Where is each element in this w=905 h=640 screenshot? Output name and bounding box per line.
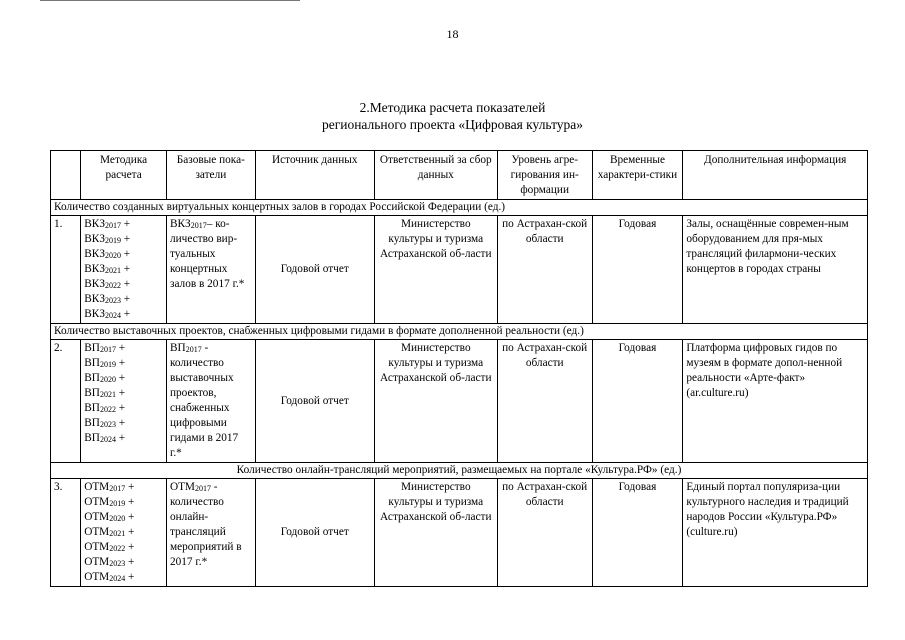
extra-cell: Платформа цифровых гидов по музеям в формате допол-ненной реальности «Арте-факт» (ar.culture.ru) xyxy=(683,340,868,463)
formula-term: $ОТМ_{2017}$ + xyxy=(84,481,135,493)
time-cell: Годовая xyxy=(592,216,683,324)
formula-term: $ОТМ_{2022}$ + xyxy=(84,541,135,553)
header-source: Источник данных xyxy=(255,151,374,200)
time-cell: Годовая xyxy=(592,340,683,463)
methodology-table xyxy=(50,150,868,587)
section-heading: Количество созданных виртуальных концертных залов в городах Российской Федерации (ед.) xyxy=(51,200,868,216)
formula-term: $ОТМ_{2021}$ + xyxy=(84,526,135,538)
formula-cell xyxy=(81,216,167,324)
formula-cell xyxy=(81,340,167,463)
header-row xyxy=(51,151,868,200)
formula-term: $ВП_{2017}$ + xyxy=(84,342,126,354)
header-responsible: Ответственный за сбор данных xyxy=(374,151,497,200)
extra-cell: Залы, оснащённые современ-ным оборудованием для пря-мых трансляций филармони-ческих концертов в городах страны xyxy=(683,216,868,324)
base-cell: $ВП_{2017}$ - количество выставочных проектов, снабженных цифровыми гидами в 2017 г.* xyxy=(166,340,255,463)
base-description: – ко-личество вир-туальных концертных залов в 2017 г.* xyxy=(169,218,245,290)
source-cell: Годовой отчет xyxy=(255,340,374,463)
extra-cell: Единый портал популяриза-ции культурного наследия и традиций народов России «Культура.РФ» (culture.ru) xyxy=(683,479,868,587)
title-line-1: 2.Методика расчета показателей xyxy=(359,100,546,115)
section-heading: Количество выставочных проектов, снабженных цифровыми гидами в формате дополненной реальности (ед.) xyxy=(51,324,868,340)
formula-term: $ВП_{2020}$ + xyxy=(84,372,126,384)
section-heading-row xyxy=(51,463,868,479)
base-description: - количество выставочных проектов, снабженных цифровыми гидами в 2017 г.* xyxy=(169,342,239,459)
section-heading-row xyxy=(51,200,868,216)
responsible-cell: Министерство культуры и туризма Астраханской об-ласти xyxy=(374,340,497,463)
formula-term: $ВП_{2024}$ + xyxy=(84,432,126,444)
row-number: 2. xyxy=(51,340,81,463)
formula-term: $ВКЗ_{2022}$ + xyxy=(84,278,131,290)
table-row xyxy=(51,479,868,587)
formula-cell xyxy=(81,479,167,587)
table-row xyxy=(51,216,868,324)
header-num xyxy=(51,151,81,200)
level-cell: по Астрахан-ской области xyxy=(497,479,592,587)
top-rule xyxy=(40,0,300,1)
formula-term: $ВП_{2022}$ + xyxy=(84,402,126,414)
base-cell: $ОТМ_{2017}$ - количество онлайн-трансляций мероприятий в 2017 г.* xyxy=(166,479,255,587)
formula-term: $ОТМ_{2020}$ + xyxy=(84,511,135,523)
table-row xyxy=(51,340,868,463)
source-cell: Годовой отчет xyxy=(255,216,374,324)
base-cell: $ВКЗ_{2017}-$ ко-личество вир-туальных концертных залов в 2017 г.* xyxy=(166,216,255,324)
page-number: 18 xyxy=(446,27,459,41)
header-extra: Дополнительная информация xyxy=(683,151,868,200)
formula-term: $ВКЗ_{2023}$ + xyxy=(84,293,131,305)
header-level: Уровень агре-гирования ин-формации xyxy=(497,151,592,200)
level-cell: по Астрахан-ской области xyxy=(497,340,592,463)
formula-term: $ВКЗ_{2021}$ + xyxy=(84,263,131,275)
responsible-cell: Министерство культуры и туризма Астраханской об-ласти xyxy=(374,479,497,587)
formula-term: $ВКЗ_{2019}$ + xyxy=(84,233,131,245)
row-number: 3. xyxy=(51,479,81,587)
formula-term: $ОТМ_{2019}$ + xyxy=(84,496,135,508)
header-base: Базовые пока-затели xyxy=(166,151,255,200)
base-description: - количество онлайн-трансляций мероприятий в 2017 г.* xyxy=(169,481,242,568)
formula-term: $ВП_{2021}$ + xyxy=(84,387,126,399)
header-time: Временные характери-стики xyxy=(592,151,683,200)
section-heading-row xyxy=(51,324,868,340)
source-cell: Годовой отчет xyxy=(255,479,374,587)
formula-term: $ВП_{2019}$ + xyxy=(84,357,126,369)
level-cell: по Астрахан-ской области xyxy=(497,216,592,324)
formula-term: $ВКЗ_{2017}$ + xyxy=(84,218,131,230)
document-title xyxy=(0,99,905,133)
section-heading: Количество онлайн-трансляций мероприятий, размещаемых на портале «Культура.РФ» (ед.) xyxy=(51,463,868,479)
responsible-cell: Министерство культуры и туризма Астраханской об-ласти xyxy=(374,216,497,324)
row-number: 1. xyxy=(51,216,81,324)
formula-term: $ОТМ_{2024}$ + xyxy=(84,571,135,583)
formula-term: $ВКЗ_{2020}$ + xyxy=(84,248,131,260)
time-cell: Годовая xyxy=(592,479,683,587)
header-method: Методика расчета xyxy=(81,151,167,200)
formula-term: $ОТМ_{2023}$ + xyxy=(84,556,135,568)
formula-term: $ВКЗ_{2024}$ + xyxy=(84,308,131,320)
formula-term: $ВП_{2023}$ + xyxy=(84,417,126,429)
title-line-2: регионального проекта «Цифровая культура» xyxy=(321,117,584,132)
